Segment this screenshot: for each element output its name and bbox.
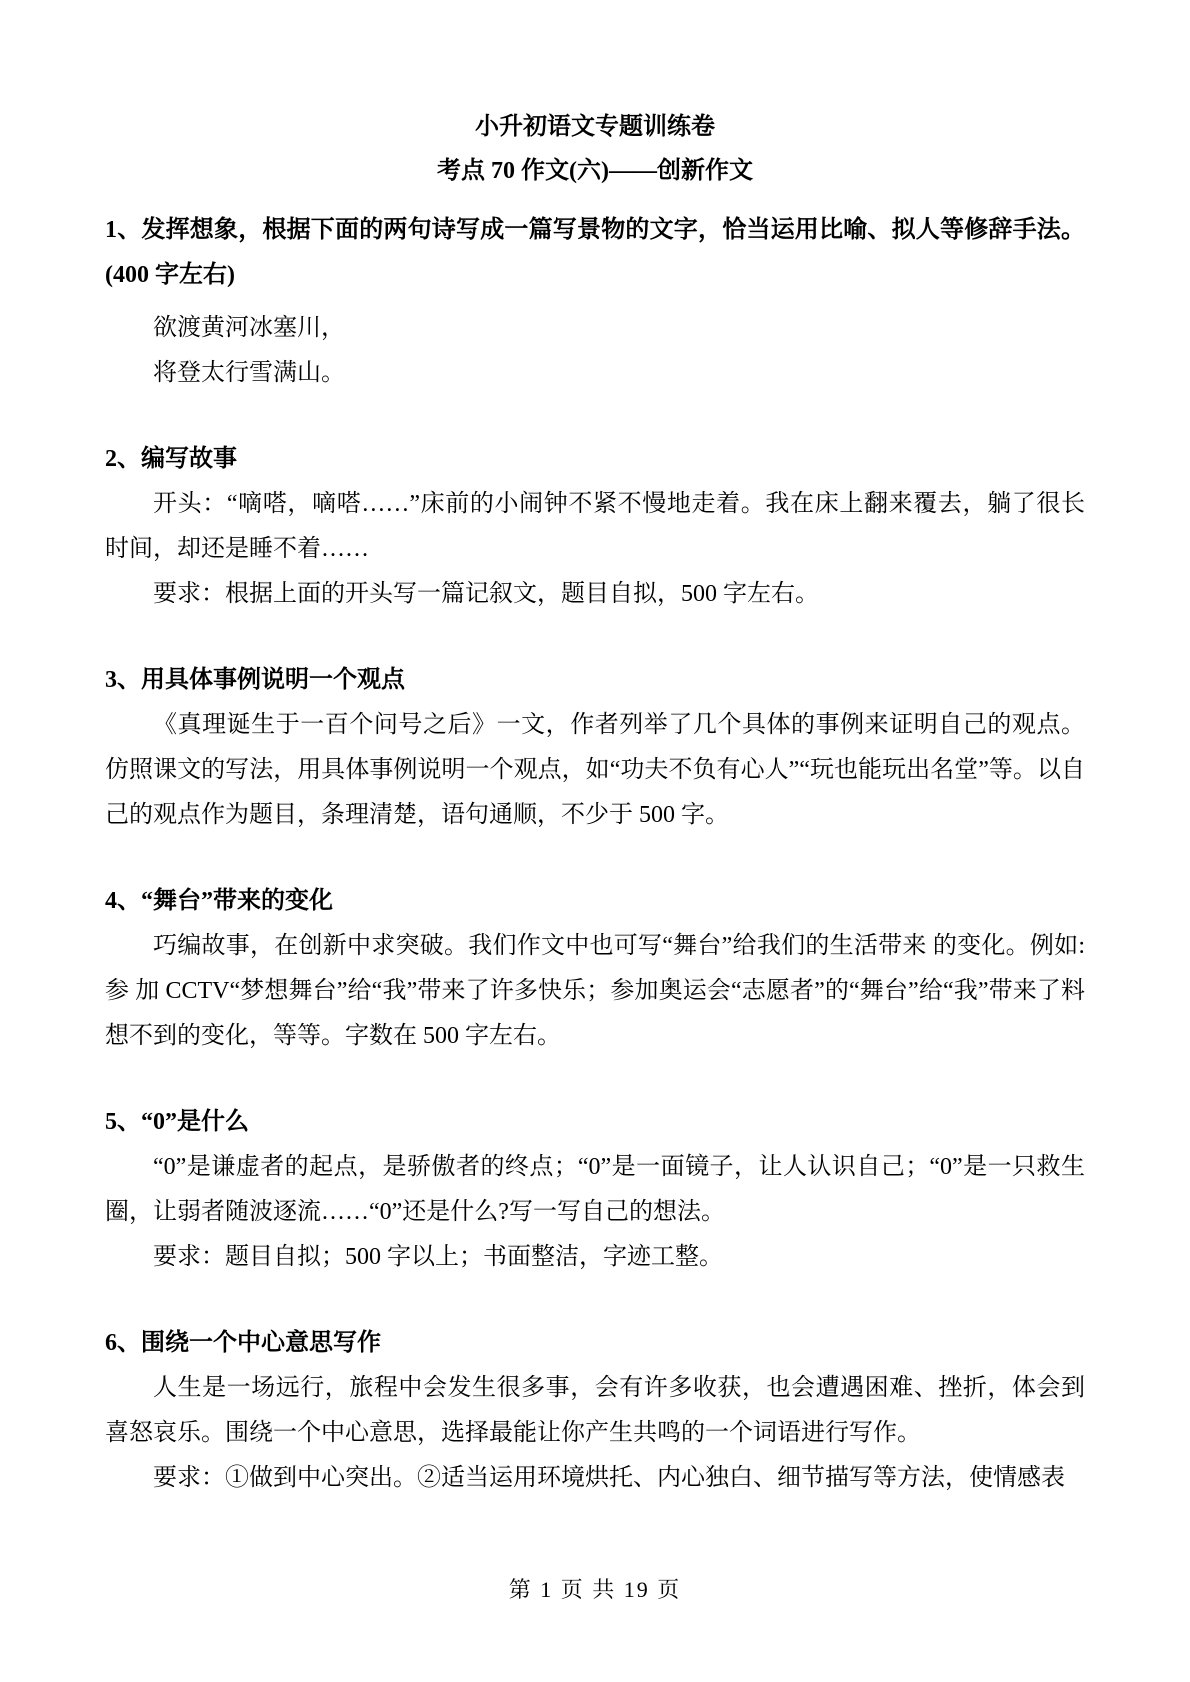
- question-5: [105, 1100, 1085, 1280]
- question-6-paragraph-1: 人生是一场远行，旅程中会发生很多事，会有许多收获，也会遭遇困难、挫折，体会到喜怒哀乐。围绕一个中心意思，选择最能让你产生共鸣的一个词语进行写作。: [105, 1375, 1085, 1446]
- question-4: [105, 879, 1085, 1059]
- question-3: [105, 658, 1085, 838]
- page-subtitle: 考点 70 作文(六)——创新作文: [437, 158, 753, 184]
- question-6: [105, 1321, 1085, 1501]
- question-6-paragraph-2: 要求：①做到中心突出。②适当运用环境烘托、内心独白、细节描写等方法，使情感表: [153, 1465, 1065, 1491]
- question-3-heading: 3、用具体事例说明一个观点: [105, 667, 405, 693]
- question-4-heading: 4、“舞台”带来的变化: [105, 888, 333, 914]
- question-5-paragraph-1: “0”是谦虚者的起点，是骄傲者的终点；“0”是一面镜子，让人认识自己；“0”是一只救生圈，让弱者随波逐流……“0”还是什么?写一写自己的想法。: [105, 1154, 1085, 1225]
- question-2-heading: 2、编写故事: [105, 446, 237, 472]
- page-title: 小升初语文专题训练卷: [475, 114, 715, 140]
- question-3-paragraph-1: 《真理诞生于一百个问号之后》一文，作者列举了几个具体的事例来证明自己的观点。仿照课文的写法，用具体事例说明一个观点，如“功夫不负有心人”“玩也能玩出名堂”等。以自己的观点作为题目，条理清楚，语句通顺，不少于 500 字。: [105, 712, 1085, 828]
- question-1-poem: [105, 306, 1085, 396]
- question-2-paragraph-2: 要求：根据上面的开头写一篇记叙文，题目自拟，500 字左右。: [153, 581, 819, 607]
- page-footer: 第 1 页 共 19 页: [508, 1577, 682, 1602]
- question-4-paragraph-1: 巧编故事，在创新中求突破。我们作文中也可写“舞台”给我们的生活带来 的变化。例如:参 加 CCTV“梦想舞台”给“我”带来了许多快乐；参加奥运会“志愿者”的“舞台”给“我”带来了料想不到的变化，等等。字数在 500 字左右。: [105, 933, 1085, 1049]
- question-1: [105, 208, 1085, 396]
- question-5-heading: 5、“0”是什么: [105, 1109, 249, 1135]
- question-2-paragraph-1: 开头：“嘀嗒，嘀嗒……”床前的小闹钟不紧不慢地走着。我在床上翻来覆去，躺了很长时间，却还是睡不着……: [105, 491, 1085, 562]
- question-5-paragraph-2: 要求：题目自拟；500 字以上；书面整洁，字迹工整。: [153, 1244, 723, 1270]
- poem-line-1: 欲渡黄河冰塞川，: [153, 315, 345, 341]
- question-1-heading: 1、发挥想象，根据下面的两句诗写成一篇写景物的文字，恰当运用比喻、拟人等修辞手法。(400 字左右): [105, 217, 1085, 288]
- question-2: [105, 437, 1085, 617]
- question-6-heading: 6、围绕一个中心意思写作: [105, 1330, 381, 1356]
- poem-line-2: 将登太行雪满山。: [153, 360, 345, 386]
